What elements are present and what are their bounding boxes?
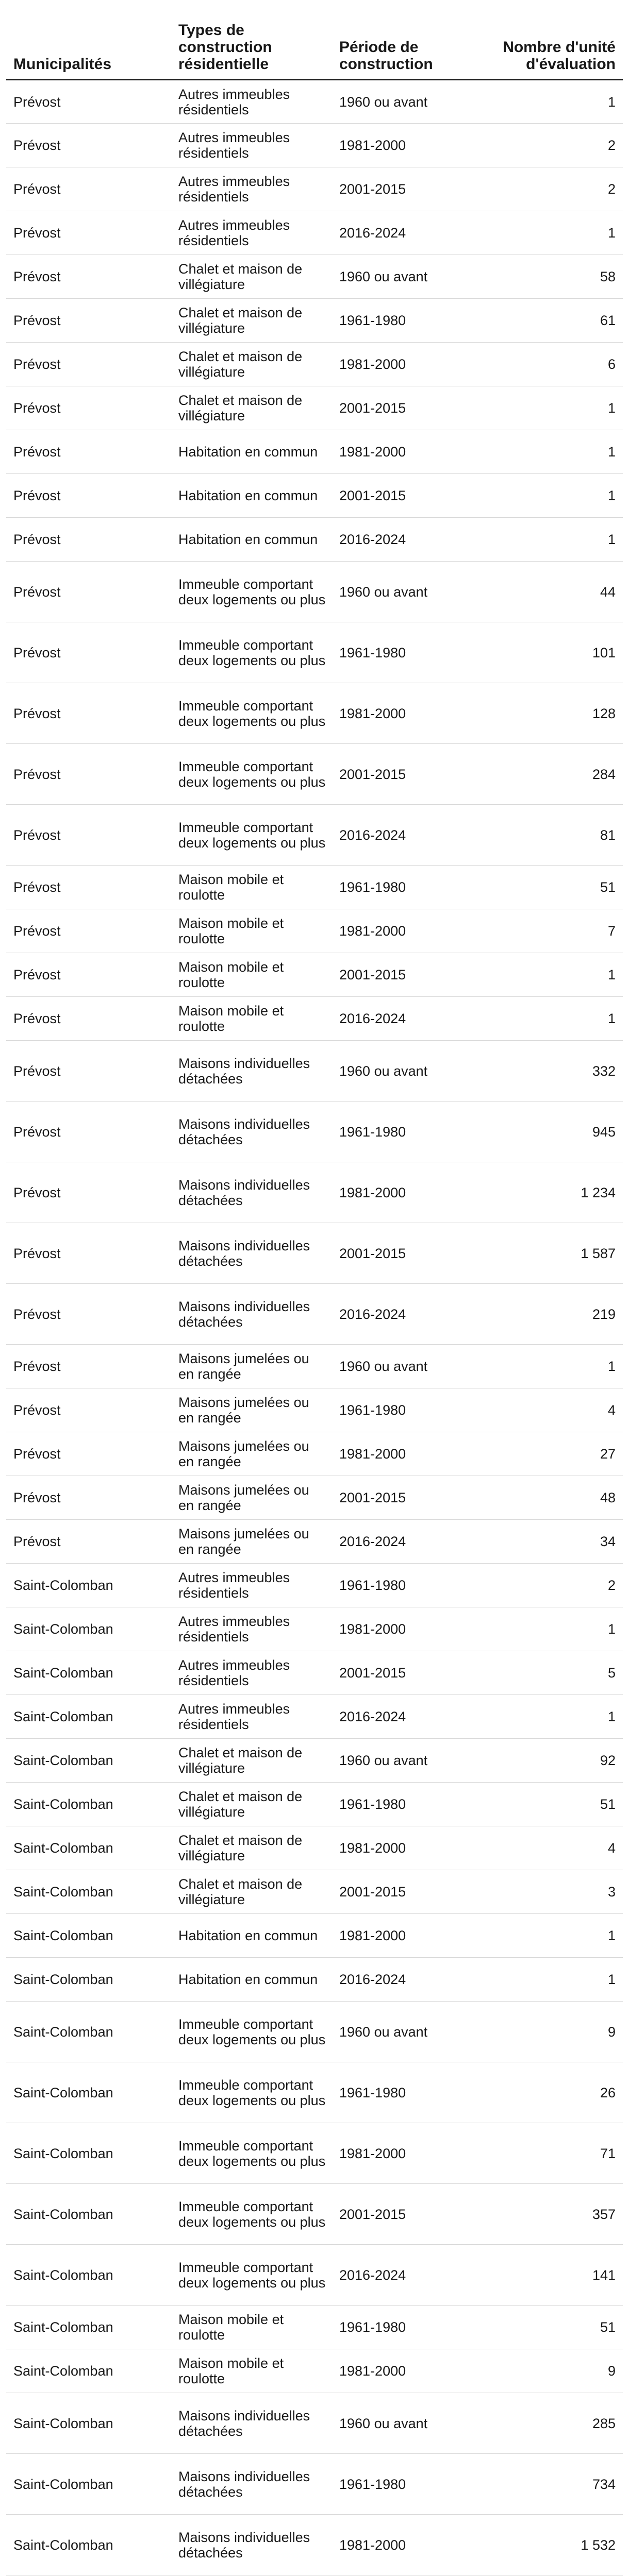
cell-periode: 1961-1980 [332,2062,471,2123]
cell-municipalite: Prévost [6,997,171,1041]
cell-nombre-unites: 1 532 [471,2515,623,2575]
cell-nombre-unites: 1 [471,953,623,997]
cell-municipalite: Prévost [6,299,171,343]
table-row [6,2349,623,2393]
cell-nombre-unites: 284 [471,744,623,805]
cell-nombre-unites: 1 [471,1607,623,1651]
cell-periode: 1961-1980 [332,1388,471,1432]
cell-nombre-unites: 61 [471,299,623,343]
cell-periode: 1981-2000 [332,430,471,474]
cell-periode: 2001-2015 [332,167,471,211]
cell-periode: 1981-2000 [332,1162,471,1223]
cell-municipalite: Prévost [6,386,171,430]
cell-type-construction: Immeuble comportant deux logements ou plus [171,2184,332,2245]
cell-nombre-unites: 81 [471,805,623,866]
cell-type-construction: Immeuble comportant deux logements ou plus [171,2002,332,2062]
cell-municipalite: Prévost [6,167,171,211]
table-row [6,1101,623,1162]
cell-type-construction: Maisons individuelles détachées [171,2454,332,2515]
cell-nombre-unites: 51 [471,1783,623,1826]
cell-type-construction: Chalet et maison de villégiature [171,343,332,386]
cell-type-construction: Autres immeubles résidentiels [171,1607,332,1651]
cell-nombre-unites: 128 [471,683,623,744]
cell-type-construction: Chalet et maison de villégiature [171,1739,332,1783]
cell-type-construction: Habitation en commun [171,1958,332,2002]
cell-type-construction: Autres immeubles résidentiels [171,1651,332,1695]
table-row [6,2184,623,2245]
cell-periode: 1961-1980 [332,622,471,683]
cell-periode: 1981-2000 [332,2515,471,2575]
cell-periode: 2001-2015 [332,386,471,430]
table-row [6,2062,623,2123]
cell-type-construction: Maisons individuelles détachées [171,2515,332,2575]
cell-nombre-unites: 5 [471,1651,623,1695]
cell-municipalite: Prévost [6,1388,171,1432]
table-row [6,683,623,744]
cell-nombre-unites: 92 [471,1739,623,1783]
cell-periode: 2016-2024 [332,211,471,255]
cell-periode: 1961-1980 [332,299,471,343]
table-row [6,343,623,386]
table-header [6,0,623,80]
cell-periode: 1961-1980 [332,1101,471,1162]
cell-type-construction: Maisons individuelles détachées [171,2393,332,2454]
cell-periode: 1981-2000 [332,909,471,953]
table-row [6,1520,623,1564]
cell-periode: 1981-2000 [332,343,471,386]
header-row [6,0,623,80]
cell-nombre-unites: 26 [471,2062,623,2123]
cell-type-construction: Maison mobile et roulotte [171,2306,332,2349]
cell-type-construction: Maisons jumelées ou en rangée [171,1388,332,1432]
cell-periode: 2016-2024 [332,997,471,1041]
cell-type-construction: Autres immeubles résidentiels [171,211,332,255]
cell-periode: 1961-1980 [332,2454,471,2515]
cell-nombre-unites: 51 [471,2306,623,2349]
cell-periode: 1981-2000 [332,1607,471,1651]
cell-nombre-unites: 4 [471,1826,623,1870]
cell-periode: 2016-2024 [332,1695,471,1739]
header-municipalites[interactable]: Municipalités [6,0,171,80]
cell-municipalite: Saint-Colomban [6,2245,171,2306]
cell-nombre-unites: 1 [471,80,623,124]
table-row [6,1223,623,1284]
cell-type-construction: Maisons individuelles détachées [171,1101,332,1162]
table-row [6,1345,623,1388]
cell-municipalite: Prévost [6,343,171,386]
cell-type-construction: Maisons individuelles détachées [171,1284,332,1345]
cell-periode: 2001-2015 [332,1223,471,1284]
cell-type-construction: Habitation en commun [171,1914,332,1958]
table-row [6,562,623,622]
cell-municipalite: Prévost [6,474,171,518]
cell-municipalite: Prévost [6,430,171,474]
table-row [6,1388,623,1432]
cell-municipalite: Prévost [6,683,171,744]
cell-nombre-unites: 1 [471,430,623,474]
cell-type-construction: Habitation en commun [171,430,332,474]
table-row [6,1826,623,1870]
table-row [6,474,623,518]
cell-periode: 2016-2024 [332,1284,471,1345]
cell-type-construction: Maisons individuelles détachées [171,1223,332,1284]
table-row [6,1739,623,1783]
table-row [6,2245,623,2306]
cell-nombre-unites: 101 [471,622,623,683]
cell-periode: 1960 ou avant [332,2393,471,2454]
cell-type-construction: Maison mobile et roulotte [171,909,332,953]
cell-type-construction: Autres immeubles résidentiels [171,1695,332,1739]
cell-nombre-unites: 1 [471,1695,623,1739]
cell-type-construction: Maison mobile et roulotte [171,2349,332,2393]
cell-nombre-unites: 6 [471,343,623,386]
table-row [6,2454,623,2515]
cell-municipalite: Prévost [6,1432,171,1476]
table-row [6,124,623,167]
cell-municipalite: Prévost [6,1223,171,1284]
cell-nombre-unites: 34 [471,1520,623,1564]
cell-nombre-unites: 1 234 [471,1162,623,1223]
cell-municipalite: Saint-Colomban [6,2306,171,2349]
cell-municipalite: Prévost [6,909,171,953]
cell-type-construction: Immeuble comportant deux logements ou plus [171,2245,332,2306]
cell-periode: 1960 ou avant [332,2002,471,2062]
cell-nombre-unites: 1 [471,1345,623,1388]
cell-type-construction: Maisons jumelées ou en rangée [171,1345,332,1388]
cell-type-construction: Chalet et maison de villégiature [171,1870,332,1914]
cell-nombre-unites: 1 [471,1958,623,2002]
cell-nombre-unites: 1 [471,474,623,518]
cell-municipalite: Prévost [6,211,171,255]
cell-nombre-unites: 9 [471,2002,623,2062]
cell-periode: 1981-2000 [332,1826,471,1870]
cell-municipalite: Saint-Colomban [6,1826,171,1870]
cell-periode: 1960 ou avant [332,1345,471,1388]
cell-periode: 2016-2024 [332,1520,471,1564]
table-row [6,2515,623,2575]
cell-periode: 1981-2000 [332,2123,471,2184]
cell-municipalite: Prévost [6,805,171,866]
table-row [6,211,623,255]
table-row [6,622,623,683]
cell-periode: 1981-2000 [332,683,471,744]
cell-nombre-unites: 285 [471,2393,623,2454]
cell-nombre-unites: 71 [471,2123,623,2184]
table-row [6,1607,623,1651]
cell-type-construction: Autres immeubles résidentiels [171,167,332,211]
cell-nombre-unites: 945 [471,1101,623,1162]
cell-type-construction: Immeuble comportant deux logements ou plus [171,562,332,622]
cell-type-construction: Immeuble comportant deux logements ou plus [171,805,332,866]
table-row [6,2002,623,2062]
table-row [6,2306,623,2349]
cell-municipalite: Prévost [6,1101,171,1162]
cell-nombre-unites: 2 [471,124,623,167]
cell-periode: 2001-2015 [332,744,471,805]
cell-nombre-unites: 734 [471,2454,623,2515]
cell-type-construction: Habitation en commun [171,474,332,518]
table-row [6,866,623,909]
cell-municipalite: Prévost [6,1284,171,1345]
table-row [6,1432,623,1476]
table-row [6,1695,623,1739]
cell-periode: 1960 ou avant [332,1739,471,1783]
cell-type-construction: Maisons individuelles détachées [171,1162,332,1223]
cell-municipalite: Prévost [6,1520,171,1564]
cell-nombre-unites: 1 587 [471,1223,623,1284]
cell-periode: 1960 ou avant [332,255,471,299]
cell-nombre-unites: 4 [471,1388,623,1432]
table-row [6,518,623,562]
cell-municipalite: Prévost [6,1345,171,1388]
cell-municipalite: Prévost [6,622,171,683]
cell-periode: 2001-2015 [332,1651,471,1695]
cell-municipalite: Saint-Colomban [6,1607,171,1651]
cell-type-construction: Chalet et maison de villégiature [171,1826,332,1870]
cell-nombre-unites: 2 [471,1564,623,1607]
cell-periode: 1981-2000 [332,1432,471,1476]
table-row [6,299,623,343]
cell-municipalite: Saint-Colomban [6,2123,171,2184]
table-body [6,80,623,2576]
cell-municipalite: Saint-Colomban [6,1564,171,1607]
cell-municipalite: Saint-Colomban [6,2062,171,2123]
cell-periode: 2016-2024 [332,805,471,866]
cell-municipalite: Prévost [6,255,171,299]
cell-municipalite: Saint-Colomban [6,1783,171,1826]
table-row [6,255,623,299]
cell-type-construction: Autres immeubles résidentiels [171,1564,332,1607]
cell-municipalite: Saint-Colomban [6,2002,171,2062]
cell-periode: 1981-2000 [332,1914,471,1958]
cell-municipalite: Prévost [6,744,171,805]
cell-periode: 2016-2024 [332,518,471,562]
cell-nombre-unites: 9 [471,2349,623,2393]
cell-nombre-unites: 27 [471,1432,623,1476]
cell-type-construction: Immeuble comportant deux logements ou plus [171,2123,332,2184]
table-row [6,997,623,1041]
cell-nombre-unites: 48 [471,1476,623,1520]
cell-periode: 2001-2015 [332,1870,471,1914]
cell-nombre-unites: 7 [471,909,623,953]
table-row [6,2123,623,2184]
table-row [6,1783,623,1826]
cell-nombre-unites: 1 [471,211,623,255]
cell-municipalite: Saint-Colomban [6,1695,171,1739]
table-row [6,1651,623,1695]
table-row [6,1914,623,1958]
cell-nombre-unites: 1 [471,386,623,430]
cell-periode: 2001-2015 [332,474,471,518]
cell-municipalite: Prévost [6,124,171,167]
cell-periode: 1961-1980 [332,1564,471,1607]
table-row [6,744,623,805]
cell-type-construction: Immeuble comportant deux logements ou plus [171,2062,332,2123]
cell-type-construction: Maison mobile et roulotte [171,866,332,909]
cell-nombre-unites: 219 [471,1284,623,1345]
cell-periode: 1961-1980 [332,866,471,909]
cell-type-construction: Autres immeubles résidentiels [171,80,332,124]
table-row [6,2393,623,2454]
table-row [6,80,623,124]
table-row [6,953,623,997]
header-periode-construction[interactable]: Période de construction [332,0,471,80]
cell-type-construction: Maison mobile et roulotte [171,953,332,997]
cell-type-construction: Immeuble comportant deux logements ou plus [171,683,332,744]
cell-type-construction: Immeuble comportant deux logements ou plus [171,622,332,683]
cell-municipalite: Prévost [6,518,171,562]
cell-municipalite: Saint-Colomban [6,1914,171,1958]
cell-nombre-unites: 1 [471,518,623,562]
table-row [6,430,623,474]
cell-municipalite: Saint-Colomban [6,1739,171,1783]
cell-nombre-unites: 51 [471,866,623,909]
cell-nombre-unites: 141 [471,2245,623,2306]
cell-type-construction: Maisons jumelées ou en rangée [171,1432,332,1476]
cell-type-construction: Maisons jumelées ou en rangée [171,1520,332,1564]
cell-type-construction: Maisons individuelles détachées [171,1041,332,1101]
cell-municipalite: Prévost [6,953,171,997]
header-nombre-unites[interactable]: Nombre d'unité d'évaluation [471,0,623,80]
cell-nombre-unites: 2 [471,167,623,211]
table-row [6,1162,623,1223]
cell-municipalite: Saint-Colomban [6,1870,171,1914]
cell-periode: 1961-1980 [332,1783,471,1826]
cell-municipalite: Saint-Colomban [6,2184,171,2245]
cell-type-construction: Chalet et maison de villégiature [171,255,332,299]
cell-municipalite: Saint-Colomban [6,1958,171,2002]
cell-municipalite: Saint-Colomban [6,2349,171,2393]
table-row [6,1476,623,1520]
cell-type-construction: Immeuble comportant deux logements ou plus [171,744,332,805]
cell-periode: 2001-2015 [332,1476,471,1520]
cell-municipalite: Prévost [6,1041,171,1101]
cell-periode: 1960 ou avant [332,562,471,622]
cell-nombre-unites: 332 [471,1041,623,1101]
table-row [6,805,623,866]
cell-municipalite: Saint-Colomban [6,2515,171,2575]
cell-type-construction: Autres immeubles résidentiels [171,124,332,167]
cell-municipalite: Prévost [6,80,171,124]
cell-municipalite: Saint-Colomban [6,1651,171,1695]
cell-type-construction: Habitation en commun [171,518,332,562]
table-row [6,1958,623,2002]
cell-periode: 1960 ou avant [332,80,471,124]
cell-nombre-unites: 1 [471,997,623,1041]
cell-type-construction: Maison mobile et roulotte [171,997,332,1041]
cell-nombre-unites: 44 [471,562,623,622]
cell-type-construction: Maisons jumelées ou en rangée [171,1476,332,1520]
cell-periode: 1981-2000 [332,2349,471,2393]
table-row [6,1284,623,1345]
cell-municipalite: Prévost [6,1162,171,1223]
cell-periode: 2001-2015 [332,953,471,997]
header-types-construction[interactable]: Types de construction résidentielle [171,0,332,80]
cell-periode: 2016-2024 [332,2245,471,2306]
cell-periode: 1981-2000 [332,124,471,167]
data-table [6,0,623,2576]
table-row [6,909,623,953]
table-row [6,167,623,211]
table-row [6,1041,623,1101]
cell-municipalite: Saint-Colomban [6,2393,171,2454]
cell-municipalite: Prévost [6,866,171,909]
cell-type-construction: Chalet et maison de villégiature [171,386,332,430]
cell-nombre-unites: 3 [471,1870,623,1914]
cell-municipalite: Prévost [6,1476,171,1520]
table-row [6,1870,623,1914]
table-row [6,1564,623,1607]
cell-municipalite: Prévost [6,562,171,622]
cell-periode: 2016-2024 [332,1958,471,2002]
cell-periode: 1961-1980 [332,2306,471,2349]
cell-nombre-unites: 58 [471,255,623,299]
cell-type-construction: Chalet et maison de villégiature [171,299,332,343]
cell-nombre-unites: 1 [471,1914,623,1958]
cell-periode: 1960 ou avant [332,1041,471,1101]
cell-nombre-unites: 357 [471,2184,623,2245]
cell-type-construction: Chalet et maison de villégiature [171,1783,332,1826]
cell-periode: 2001-2015 [332,2184,471,2245]
cell-municipalite: Saint-Colomban [6,2454,171,2515]
table-row [6,386,623,430]
